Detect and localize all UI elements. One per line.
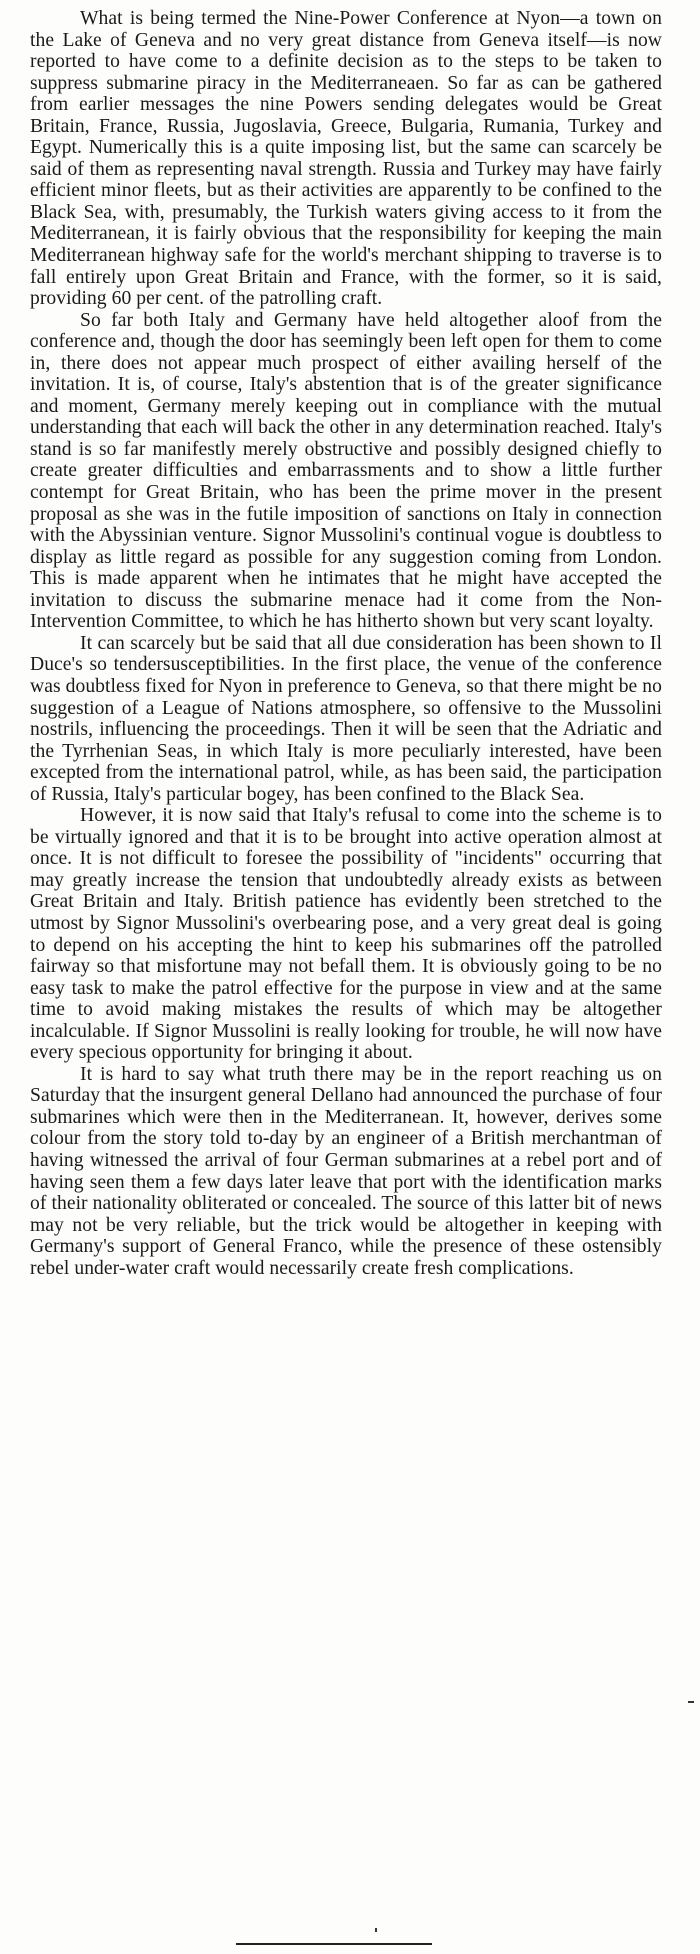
article-paragraph: What is being termed the Nine-Power Conference at Nyon—a town on the Lake of Geneva and no very great distance from Geneva itself—is now reported to have come to a definite decision as to the steps to be taken to suppress submarine piracy in the Mediterraneaen. So far as can be gathered from earlier messages the nine Powers sending delegates would be Great Britain, France, Russia, Jugoslavia, Greece, Bulgaria, Rumania, Turkey and Egypt. Numerically this is a quite imposing list, but the same can scarcely be said of them as representing naval strength. Russia and Turkey may have fairly efficient minor fleets, but as their activities are apparently to be confined to the Black Sea, with, presumably, the Turkish waters giving access to it from the Mediterranean, it is fairly obvious that the responsibility for keeping the main Mediterranean highway safe for the world's merchant shipping to traverse is to fall entirely upon Great Britain and France, with the former, so it is said, providing 60 per cent. of the patrolling craft. xyxy=(30,8,662,310)
margin-mark xyxy=(688,1701,694,1703)
article-paragraph: However, it is now said that Italy's refusal to come into the scheme is to be virtually ignored and that it is to be brought into active operation almost at once. It is not difficult to foresee the possibility of "incidents" occurring that may greatly increase the tension that undoubtedly already exists as between Great Britain and Italy. British patience has evidently been stretched to the utmost by Signor Mussolini's overbearing pose, and a very great deal is going to depend on his accepting the hint to keep his submarines off the patrolled fairway so that misfortune may not befall them. It is obviously going to be no easy task to make the patrol effective for the purpose in view and at the same time to avoid making mistakes the results of which may be altogether incalculable. If Signor Mussolini is really looking for trouble, he will now have every specious opportunity for bringing it about. xyxy=(30,805,662,1064)
article-paragraph: It is hard to say what truth there may be in the report reaching us on Saturday that the insurgent general Dellano had announced the purchase of four submarines which were then in the Mediterranean. It, however, derives some colour from the story told to-day by an engineer of a British merchantman of having witnessed the arrival of four German submarines at a rebel port and of having seen them a few days later leave that port with the identification marks of their nationality obliterated or concealed. The source of this latter bit of news may not be very reliable, but the trick would be altogether in keeping with Germany's support of General Franco, while the presence of these ostensibly rebel under-water craft would necessarily create fresh complications. xyxy=(30,1063,662,1279)
end-rule-divider xyxy=(236,1943,432,1945)
article-paragraph: It can scarcely but be said that all due consideration has been shown to Il Duce's so tendersusceptibilities. In the first place, the venue of the conference was doubtless fixed for Nyon in preference to Geneva, so that there might be no suggestion of a League of Nations atmosphere, so offensive to the Mussolini nostrils, influencing the proceedings. Then it will be seen that the Adriatic and the Tyrrhenian Seas, in which Italy is more peculiarly interested, have been excepted from the international patrol, while, as has been said, the participation of Russia, Italy's particular bogey, has been confined to the Black Sea. xyxy=(30,632,662,805)
printer-mark xyxy=(375,1928,377,1932)
article-paragraph: So far both Italy and Germany have held altogether aloof from the conference and, though the door has seemingly been left open for them to come in, there does not appear much prospect of either availing herself of the invitation. It is, of course, Italy's abstention that is of the greater significance and moment, Germany merely keeping out in compliance with the mutual understanding that each will back the other in any determination reached. Italy's stand is so far manifestly merely obstructive and possibly designed chiefly to create greater difficulties and embarrassments and to show a little further contempt for Great Britain, who has been the prime mover in the present proposal as she was in the futile imposition of sanctions on Italy in connection with the Abyssinian venture. Signor Mussolini's continual vogue is doubtless to display as little regard as possible for any suggestion coming from London. This is made apparent when he intimates that he might have accepted the invitation to discuss the submarine menace had it come from the Non-Intervention Committee, to which he has hitherto shown but very scant loyalty. xyxy=(30,309,662,633)
article-column xyxy=(30,8,662,1279)
